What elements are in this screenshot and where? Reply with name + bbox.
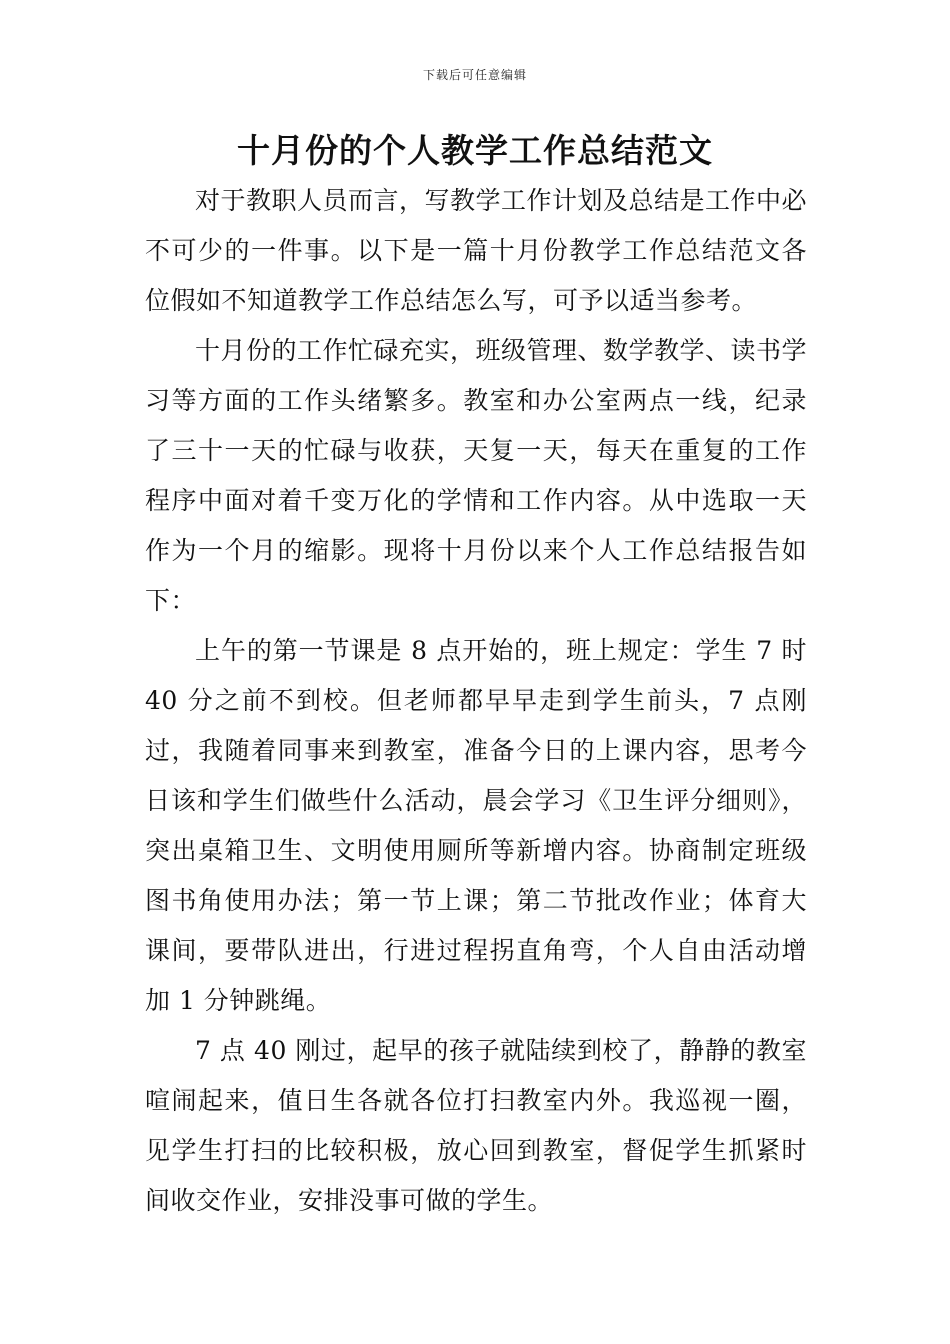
paragraph-4: 7 点 40 刚过，起早的孩子就陆续到校了，静静的教室喧闹起来，值日生各就各位打扫教室内外。我巡视一圈，见学生打扫的比较积极，放心回到教室，督促学生抓紧时间收交作业，安排没事可做的学生。 (145, 1036, 807, 1215)
header-note: 下载后可任意编辑 (422, 68, 527, 82)
paragraph-2: 十月份的工作忙碌充实，班级管理、数学教学、读书学习等方面的工作头绪繁多。教室和办公室两点一线，纪录了三十一天的忙碌与收获，天复一天，每天在重复的工作程序中面对着千变万化的学情和工作内容。从中选取一天作为一个月的缩影。现将十月份以来个人工作总结报告如下： (145, 336, 808, 615)
paragraph-3: 上午的第一节课是 8 点开始的，班上规定：学生 7 时 40 分之前不到校。但老师都早早走到学生前头，7 点刚过，我随着同事来到教室，准备今日的上课内容，思考今日该和学生们做些什么活动，晨会学习《卫生评分细则》，突出桌箱卫生、文明使用厕所等新增内容。协商制定班级图书角使用办法；第一节上课；第二节批改作业；体育大课间，要带队进出，行进过程拐直角弯，个人自由活动增加 1 分钟跳绳。 (145, 636, 807, 1015)
document-body (145, 176, 807, 1226)
paragraph-1: 对于教职人员而言，写教学工作计划及总结是工作中必不可少的一件事。以下是一篇十月份教学工作总结范文各位假如不知道教学工作总结怎么写，可予以适当参考。 (145, 186, 808, 315)
document-title: 十月份的个人教学工作总结范文 (237, 131, 713, 170)
